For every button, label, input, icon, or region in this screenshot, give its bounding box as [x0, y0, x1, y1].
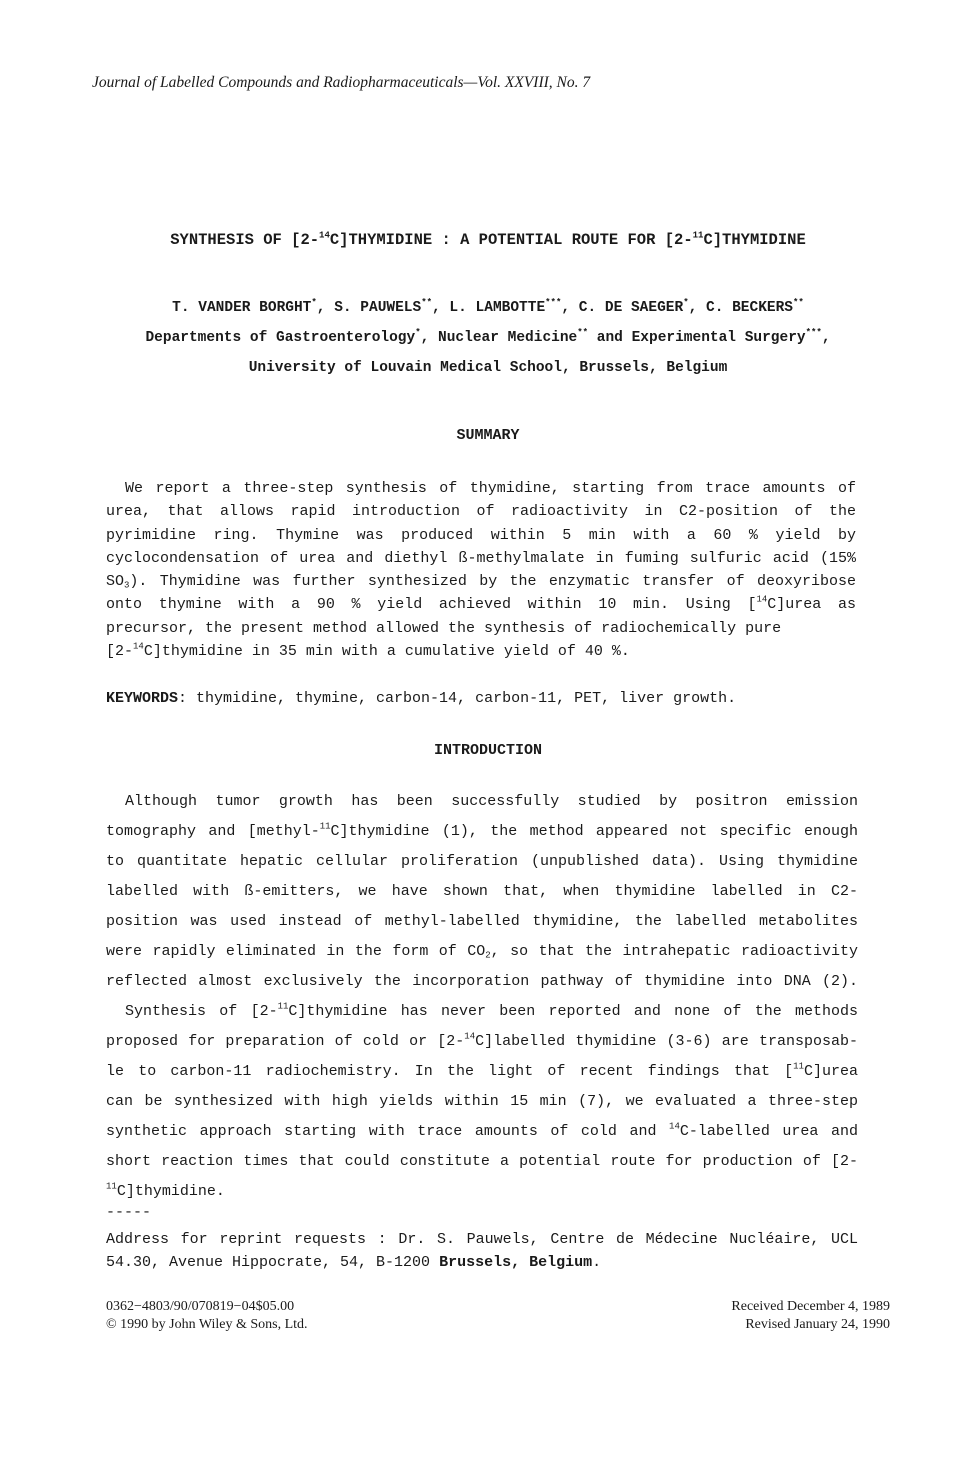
article-code: 0362−4803/90/070819−04$05.00 — [106, 1299, 295, 1314]
footnote-separator: ----- — [106, 1204, 152, 1221]
author-list: T. VANDER BORGHT*, S. PAUWELS**, L. LAMBOTTE***, C. DE SAEGER*, C. BECKERS** — [172, 297, 804, 316]
affiliation-university: University of Louvain Medical School, Brussels, Belgium — [248, 360, 728, 376]
received-date: Received December 4, 1989 — [731, 1299, 890, 1314]
introduction-heading: INTRODUCTION — [433, 742, 543, 759]
footer-publication-info — [106, 1298, 308, 1334]
keywords-label: KEYWORDS — [106, 690, 179, 707]
summary-heading: SUMMARY — [456, 427, 520, 444]
introduction-body: Although tumor growth has been successfully studied by positron emission tomography and [methyl-$^{11}$C]thymidine (1), the method appeared not specific enough to quantitate hepatic cellular proliferation (unpublished data). Using thymidine labelled with ß-emitters, we have shown that, when thymidine labelled in C2- position was used instead of methyl-labelled thymidine, the labelled metabolites were rapidly eliminated in the form of $CO_2$, so that the intrahepatic radioactivity reflected almost exclusively the incorporation pathway of thymidine into DNA (2). Synthesis of [2-$^{11}$C]thymidine has never been reported and none of the methods proposed for preparation of cold or [2-$^{14}$C]labelled thymidine (3-6) are transposab- le to carbon-11 radiochemistry. In the light of recent findings that [$^{11}$C]urea can be synthesized with high yields within 15 min (7), we evaluated a three-step synthetic approach starting with trace amounts of cold and $^{14}$C-labelled urea and short reaction times that could constitute a potential route for production of [2- $^{11}$C]thymidine. — [106, 793, 859, 1200]
keywords-line: KEYWORDS: thymidine, thymine, carbon-14, carbon-11, PET, liver growth. — [106, 690, 737, 707]
footer-dates — [731, 1298, 890, 1334]
journal-header: Journal of Labelled Compounds and Radiopharmaceuticals—Vol. XXVIII, No. 7 — [92, 74, 591, 91]
author-block — [0, 293, 976, 383]
summary-paragraph: We report a three-step synthesis of thymidine, starting from trace amounts of urea, that allows rapid introduction of radioactivity in C2-position of the pyrimidine ring. Thymine was produced within 5 min with a 60 % yield by cyclocondensation of urea and diethyl ß-methylmalate in fuming sulfuric acid (15% $SO_3$). Thymidine was further synthesized by the enzymatic transfer of deoxyribose onto thymine with a 90 % yield achieved within 10 min. Using [$^{14}$C]urea as precursor, the present method allowed the synthesis of radiochemically pure [2-$^{14}$C]thymidine in 35 min with a cumulative yield of 40 %. — [106, 480, 857, 661]
paper-title: SYNTHESIS OF [2-$^{14}$C]THYMIDINE : A POTENTIAL ROUTE FOR [2-$^{11}$C]THYMIDINE — [170, 230, 806, 249]
affiliation-departments: Departments of Gastroenterology*, Nuclear Medicine** and Experimental Surgery***, — [145, 327, 831, 346]
reprint-footnote: Address for reprint requests : Dr. S. Pauwels, Centre de Médecine Nucléaire, UCL 54.30, Avenue Hippocrate, 54, B-1200 Brussels, Belgium. — [106, 1231, 858, 1271]
revised-date: Revised January 24, 1990 — [745, 1317, 890, 1332]
copyright-notice: © 1990 by John Wiley & Sons, Ltd. — [106, 1317, 308, 1332]
